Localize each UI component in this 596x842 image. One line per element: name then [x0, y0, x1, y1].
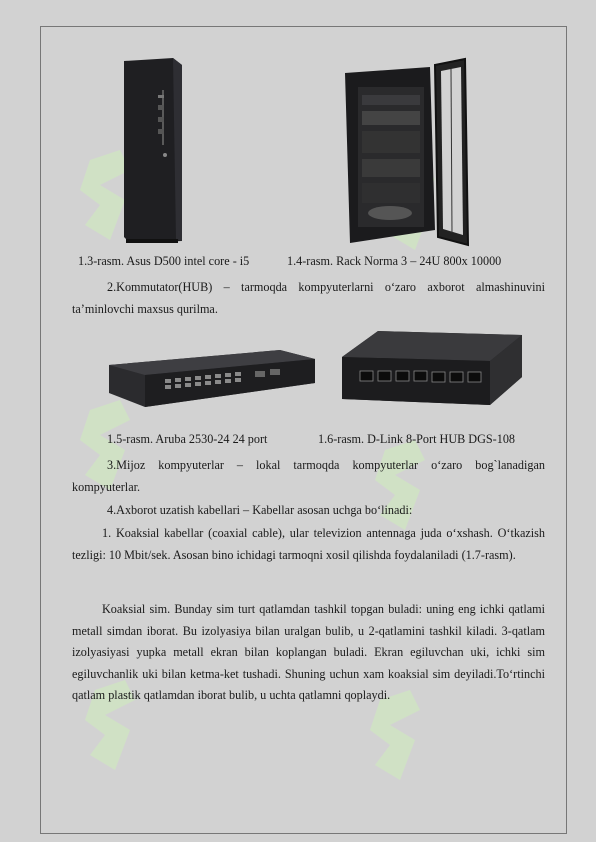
- paragraph-text: 3.Mijoz kompyuterlar – lokal tarmoqda kompyuterlar o‘zaro bog`lanadigan kompyuterlar.: [72, 458, 545, 494]
- paragraph: [72, 523, 545, 566]
- figure-caption: 1.3-rasm. Asus D500 intel core - i5: [78, 254, 250, 268]
- paragraph: [72, 455, 545, 498]
- paragraph: [72, 277, 545, 320]
- figure-caption: 1.6-rasm. D-Link 8-Port HUB DGS-108: [318, 432, 516, 446]
- figure-caption: 1.5-rasm. Aruba 2530-24 24 port: [107, 432, 268, 446]
- paragraph-text: 2.Kommutator(HUB) – tarmoqda kompyuterlarni o‘zaro axborot almashinuvini ta’minlovchi maxsus qurilma.: [72, 280, 545, 316]
- dlink-hub-image: [340, 325, 525, 415]
- asus-desktop-image: [118, 55, 188, 250]
- figure-caption: 1.4-rasm. Rack Norma 3 – 24U 800x 10000: [287, 254, 502, 268]
- paragraph-text: 4.Axborot uzatish kabellari – Kabellar asosan uchga bo‘linadi:: [107, 503, 413, 517]
- paragraph: [72, 599, 545, 707]
- rack-cabinet-image: [340, 55, 475, 255]
- paragraph-text: Koaksial sim. Bunday sim turt qatlamdan tashkil topgan buladi: uning eng ichki qatlami metall simdan iborat. Bu izolyasiya bilan uralgan bulib, u 2-qatlamini tashkil kiladi. 3-qatlam izolyasiyasi yupka metall ekran bilan koplangan buladi. Ekran egiluvchan uki, ichki sim egiluvchanlik uki bilan ketma-ket tushadi. Shuning uchun xam koaksial sim deyiladi.To‘rtinchi qatlam plastik qatlamdan iborat bulib, u uchta qatlamni qoplaydi.: [72, 602, 545, 702]
- aruba-switch-image: [105, 345, 320, 420]
- paragraph-text: 1. Koaksial kabellar (coaxial cable), ular televizion antennaga juda o‘xshash. O‘tkazish tezligi: 10 Mbit/sek. Asosan bino ichidagi tarmoqni xosil qilishda foydalaniladi (1.7-rasm).: [72, 526, 545, 562]
- paragraph: [72, 500, 545, 522]
